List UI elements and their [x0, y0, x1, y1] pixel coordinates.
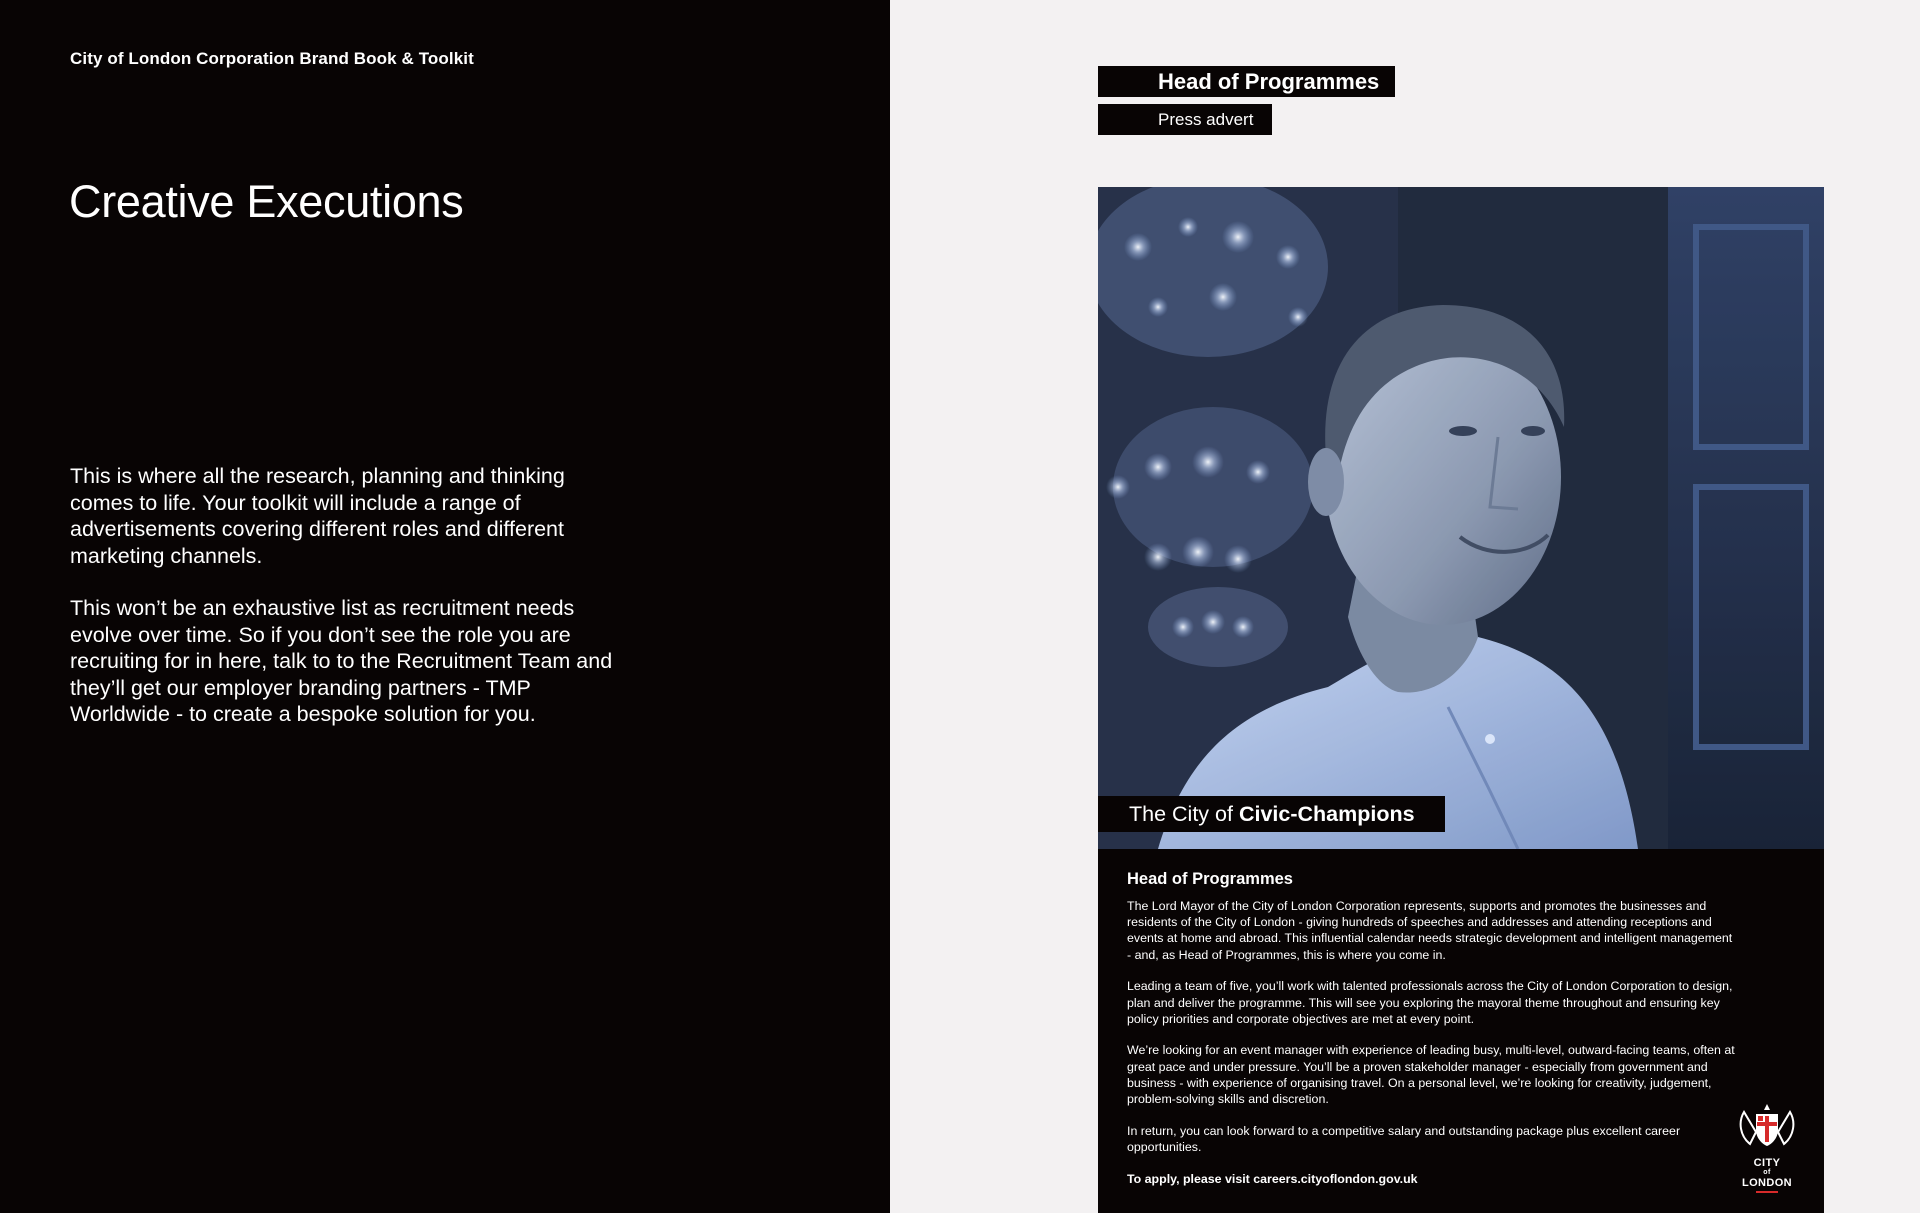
advert-type-label-text: Press advert — [1158, 110, 1254, 129]
right-panel — [890, 0, 1920, 1213]
intro-paragraph: This won’t be an exhaustive list as recruitment needs evolve over time. So if you don’t see the role you are recruiting for in here, talk to to the Recruitment Team and they’ll get our employer branding partners - TMP Worldwide - to create a bespoke solution for you. — [70, 596, 613, 726]
page-title: Creative Executions — [69, 176, 464, 227]
document-header: City of London Corporation Brand Book & Toolkit — [70, 49, 474, 68]
left-panel — [0, 0, 890, 1213]
advert-type-label — [1098, 104, 1272, 135]
tagline-text — [1129, 802, 1415, 827]
advert-paragraph: We’re looking for an event manager with experience of leading busy, multi-level, outward-facing teams, often at great pace and under pressure. You’ll be a proven stakeholder manager - especially from government and business - with experience of organising travel. On a personal level, we’re looking for creativity, judgement, problem-solving skills and discretion. — [1127, 1043, 1735, 1107]
advert-tagline — [1098, 796, 1445, 832]
tagline-bold: Civic-Champions — [1238, 802, 1415, 826]
logo-text-london: LONDON — [1741, 1177, 1793, 1189]
city-of-london-logo — [1732, 1102, 1802, 1192]
advert-paragraph: The Lord Mayor of the City of London Corporation represents, supports and promotes the businesses and residents of the City of London - giving hundreds of speeches and addresses and attending receptions and events at home and abroad. This influential calendar needs strategic development and intelligent management - and, as Head of Programmes, this is where you come in. — [1127, 899, 1733, 962]
tagline-prefix: The City of — [1129, 802, 1239, 826]
logo-text-city: CITY — [1753, 1157, 1781, 1169]
apply-text: To apply, please visit careers.cityoflondon.gov.uk — [1127, 1171, 1418, 1186]
advert-paragraph: Leading a team of five, you’ll work with talented professionals across the City of London Corporation to design, plan and deliver the programme. This will see you exploring the mayoral theme throughout and ensuring key policy priorities and corporate objectives are met at every point. — [1127, 979, 1733, 1026]
advert-title: Head of Programmes — [1127, 870, 1293, 888]
advert-paragraph: In return, you can look forward to a competitive salary and outstanding package plus excellent career opportunities. — [1127, 1123, 1681, 1154]
advert-photo — [1098, 187, 1824, 849]
role-label — [1098, 66, 1395, 97]
role-label-text: Head of Programmes — [1158, 69, 1380, 94]
intro-paragraph: This is where all the research, planning and thinking comes to life. Your toolkit will include a range of advertisements covering different roles and different marketing channels. — [70, 464, 565, 568]
portrait-illustration — [1098, 187, 1824, 849]
press-advert — [1098, 187, 1824, 1213]
intro-text — [70, 463, 630, 754]
advert-copy — [1127, 870, 1737, 1202]
logo-underline — [1756, 1191, 1778, 1193]
logo-text-of: of — [1763, 1169, 1771, 1176]
crest-icon — [1736, 1102, 1798, 1152]
